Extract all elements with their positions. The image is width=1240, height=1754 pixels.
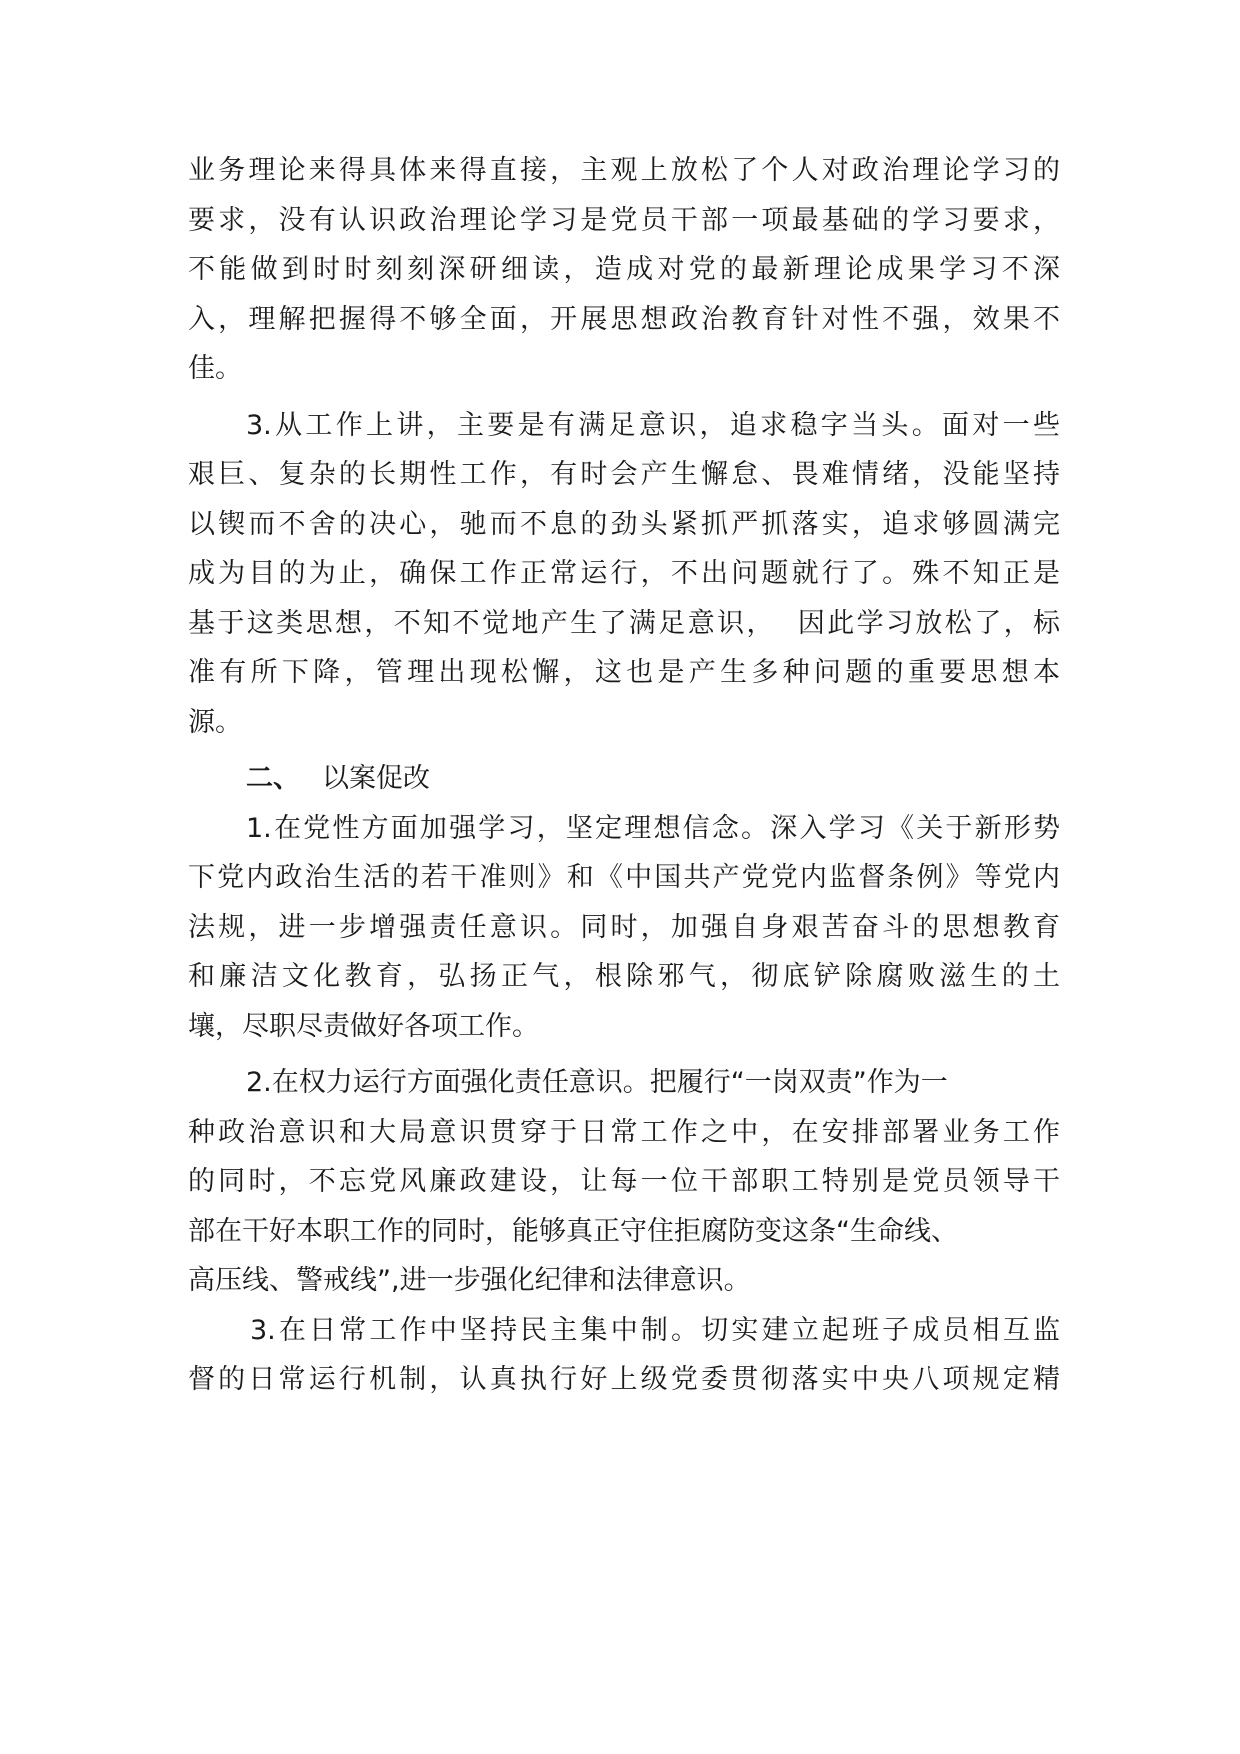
text-line: 以锲而不舍的决心，驰而不息的劲头紧抓严抓落实，追求够圆满完: [188, 508, 1060, 540]
text-line: 不能做到时时刻刻深研细读，造成对党的最新理论成果学习不深: [188, 254, 1060, 285]
text-line: 佳。: [188, 353, 242, 384]
section-heading-number: 二、: [246, 763, 300, 794]
text-line: 要求，没有认识政治理论学习是党员干部一项最基础的学习要求，: [188, 204, 1060, 236]
paragraph-4: [188, 1058, 1060, 1306]
text-line: 3.在日常工作中坚持民主集中制。切实建立起班子成员相互监: [250, 1314, 1060, 1346]
paragraph-1: [188, 146, 1060, 394]
text-line: 艰巨、复杂的长期性工作，有时会产生懈怠、畏难情绪，没能坚持: [188, 459, 1060, 490]
text-line: 3.从工作上讲，主要是有满足意识，追求稳字当头。面对一些: [246, 409, 1060, 441]
document-body: [188, 146, 1060, 1405]
text-line: 源。: [188, 706, 242, 738]
text-line: 1.在党性方面加强学习，坚定理想信念。深入学习《关于新形势: [246, 812, 1060, 844]
text-line: 下党内政治生活的若干准则》和《中国共产党党内监督条例》等党内: [188, 862, 1060, 893]
text-line: 壤，尽职尽责做好各项工作。: [188, 1010, 539, 1042]
text-line: 的同时，不忘党风廉政建设，让每一位干部职工特别是党员领导干: [188, 1166, 1060, 1197]
text-line: 和廉洁文化教育，弘扬正气，根除邪气，彻底铲除腐败滋生的土: [188, 961, 1060, 992]
text-line: 准有所下降，管理出现松懈，这也是产生多种问题的重要思想本: [188, 657, 1060, 688]
paragraph-3: [188, 804, 1060, 1052]
text-line: 高压线、警戒线”,进一步强化纪律和法律意识。: [188, 1265, 751, 1296]
section-heading-text: 以案促改: [322, 763, 430, 794]
text-line: 基于这类思想，不知不觉地产生了满足意识， 因此学习放松了，标: [188, 607, 1060, 639]
text-line: 成为目的为止，确保工作正常运行，不出问题就行了。殊不知正是: [188, 558, 1060, 589]
text-line: 督的日常运行机制，认真执行好上级党委贯彻落实中央八项规定精: [188, 1364, 1060, 1395]
paragraph-5: [188, 1306, 1060, 1405]
text-line: 种政治意识和大局意识贯穿于日常工作之中，在安排部署业务工作: [188, 1116, 1060, 1148]
text-line: 法规，进一步增强责任意识。同时，加强自身艰苦奋斗的思想教育: [188, 911, 1060, 943]
text-line: 部在干好本职工作的同时，能够真正守住拒腐防变这条“生命线、: [188, 1215, 958, 1247]
text-line: 业务理论来得具体来得直接，主观上放松了个人对政治理论学习的: [188, 155, 1060, 186]
text-line: 2.在权力运行方面强化责任意识。把履行“一岗双责”作为一: [246, 1067, 948, 1098]
text-line: 入，理解把握得不够全面，开展思想政治教育针对性不强，效果不: [188, 303, 1060, 335]
paragraph-2: [188, 401, 1060, 748]
section-heading: [188, 754, 1060, 804]
